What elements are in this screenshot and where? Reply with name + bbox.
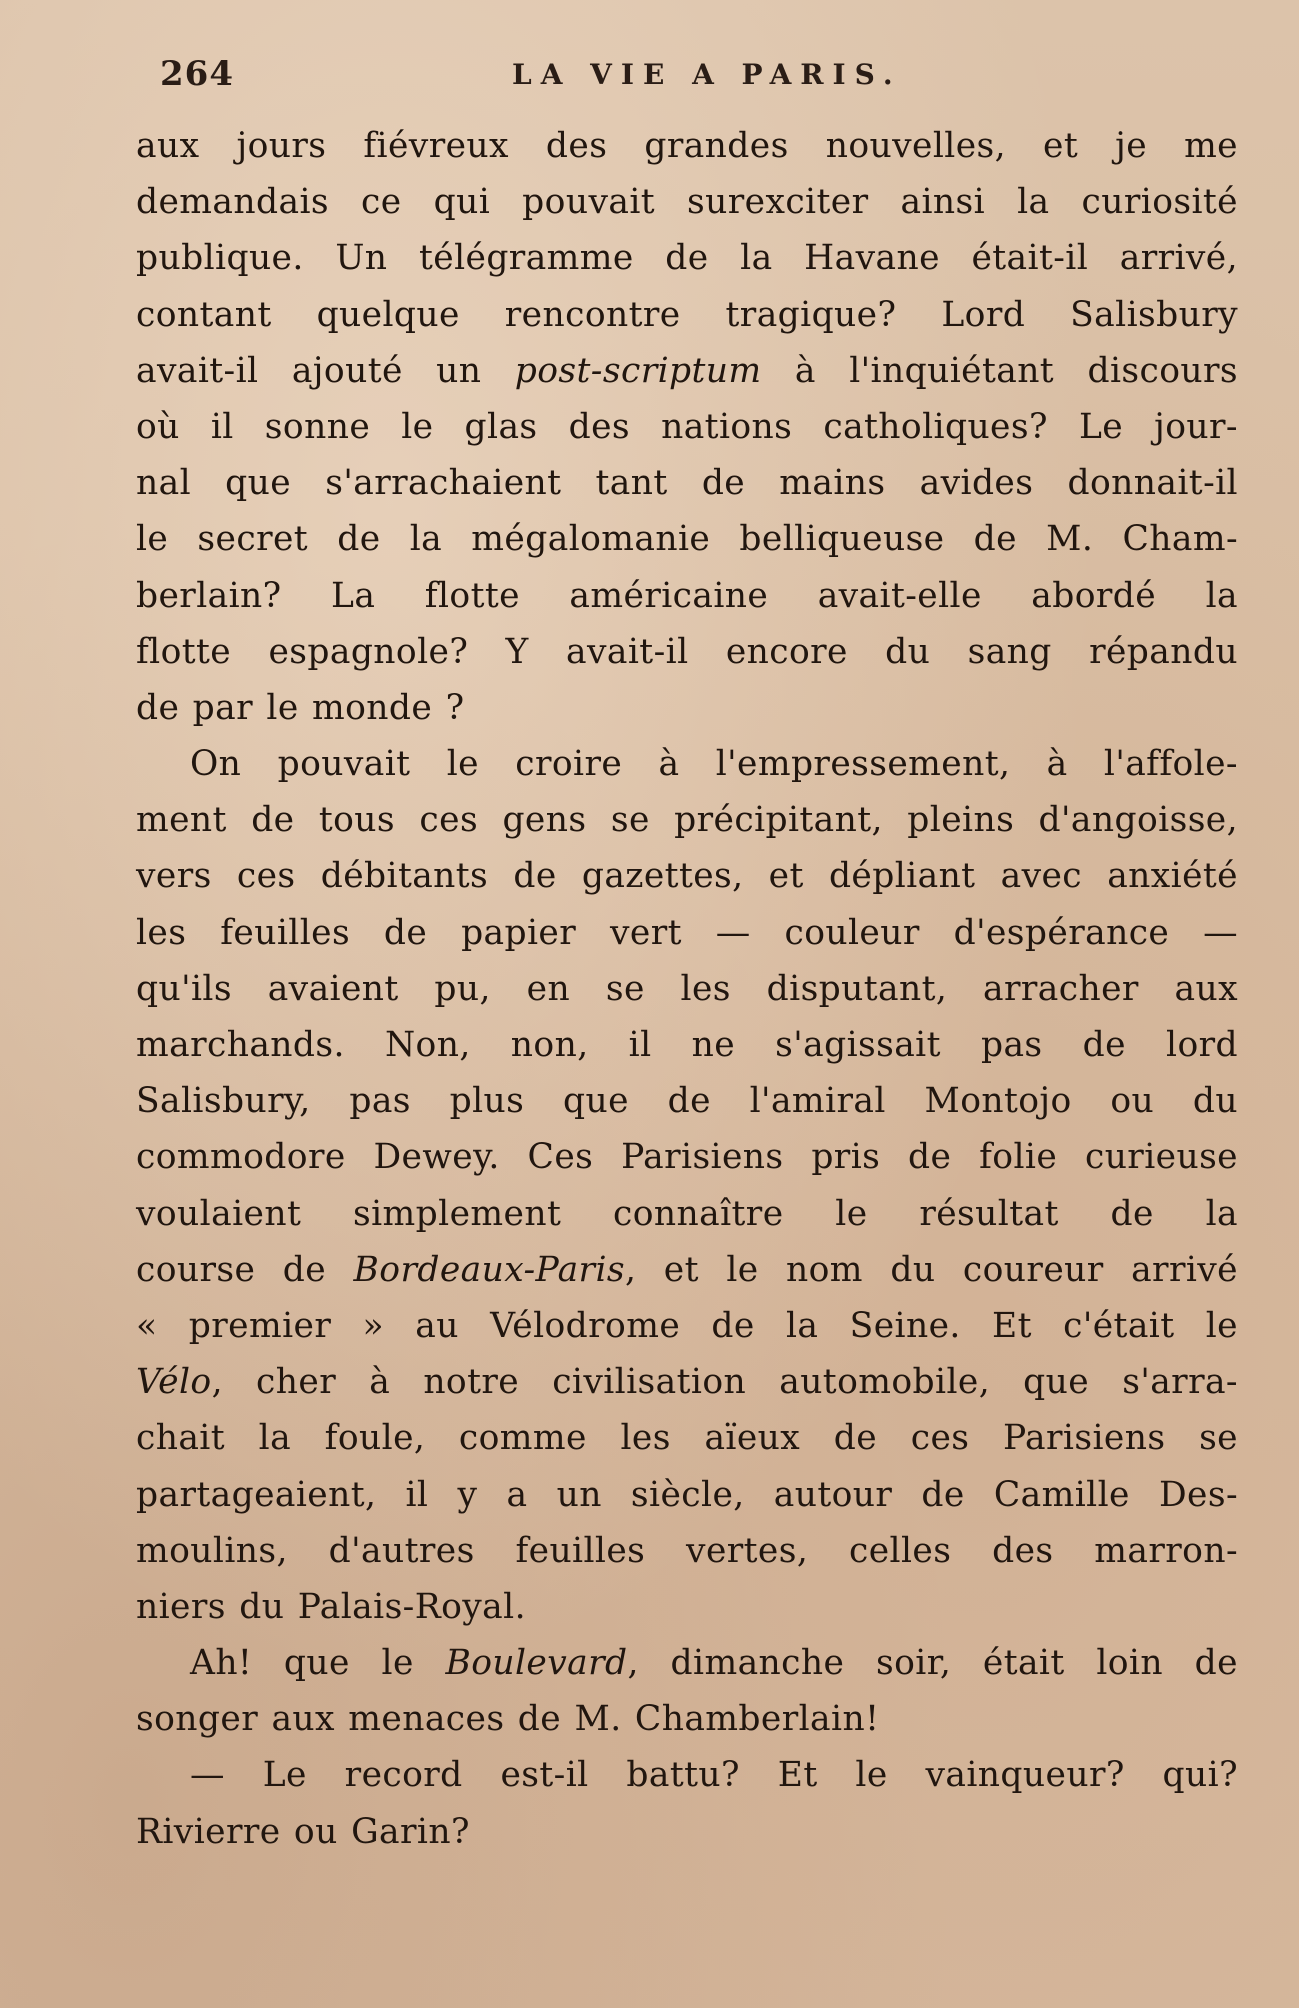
text-segment: Rivierre ou Garin?: [136, 1811, 470, 1852]
text-segment: publique. Un télégramme de la Havane était-il arrivé,: [136, 238, 1238, 279]
text-segment: de par le monde ?: [136, 687, 465, 728]
text-line: [136, 1129, 1238, 1185]
text-segment: contant quelque rencontre tragique? Lord Salisbury: [136, 294, 1238, 335]
text-line: [136, 1410, 1238, 1466]
paragraph: [136, 1747, 1238, 1859]
text-line: [136, 736, 1238, 792]
text-segment: commodore Dewey. Ces Parisiens pris de folie curieuse: [136, 1137, 1238, 1178]
italic-text: post-scriptum: [514, 350, 762, 391]
text-line: [136, 961, 1238, 1017]
text-line: [136, 287, 1238, 343]
text-segment: le secret de la mégalomanie belliqueuse de M. Cham-: [136, 519, 1238, 560]
text-segment: berlain? La flotte américaine avait-elle abordé la: [136, 575, 1238, 616]
italic-text: Bordeaux-Paris: [353, 1249, 625, 1290]
text-line: [136, 118, 1238, 174]
text-segment: moulins, d'autres feuilles vertes, celles des marron-: [136, 1530, 1238, 1571]
text-segment: vers ces débitants de gazettes, et dépliant avec anxiété: [136, 856, 1238, 897]
text-segment: — Le record est-il battu? Et le vainqueur? qui?: [190, 1755, 1238, 1796]
text-line: [136, 568, 1238, 624]
text-line: [136, 905, 1238, 961]
text-segment: demandais ce qui pouvait surexciter ainsi la curiosité: [136, 182, 1238, 223]
text-segment: aux jours fiévreux des grandes nouvelles, et je me: [136, 126, 1238, 166]
text-segment: ment de tous ces gens se précipitant, pleins d'angoisse,: [136, 800, 1238, 841]
text-line: [136, 1691, 1238, 1747]
text-segment: partageaient, il y a un siècle, autour de Camille Des-: [136, 1474, 1238, 1515]
paragraph: [136, 736, 1238, 1635]
text-segment: Salisbury, pas plus que de l'amiral Montojo ou du: [136, 1081, 1238, 1122]
italic-text: Vélo: [136, 1362, 212, 1403]
text-line: [136, 1467, 1238, 1523]
text-line: [136, 511, 1238, 567]
text-line: [136, 1804, 1238, 1860]
text-line: [136, 1354, 1238, 1410]
text-segment: Ah! que le: [190, 1643, 446, 1684]
text-line: [136, 1747, 1238, 1803]
text-segment: , et le nom du coureur arrivé: [625, 1249, 1238, 1290]
text-line: [136, 1635, 1238, 1691]
running-head: LA VIE A PARIS.: [512, 58, 902, 91]
text-line: [136, 1298, 1238, 1354]
page-number: 264: [160, 54, 234, 94]
text-line: [136, 1579, 1238, 1635]
text-segment: , dimanche soir, était loin de: [627, 1643, 1238, 1684]
text-segment: niers du Palais-Royal.: [136, 1586, 526, 1627]
text-line: [136, 848, 1238, 904]
text-segment: chait la foule, comme les aïeux de ces Parisiens se: [136, 1418, 1238, 1459]
text-line: [136, 174, 1238, 230]
text-segment: où il sonne le glas des nations catholiques? Le jour-: [136, 406, 1238, 447]
text-segment: à l'inquiétant discours: [761, 350, 1238, 391]
text-segment: songer aux menaces de M. Chamberlain!: [136, 1699, 880, 1740]
page-header: [160, 48, 1240, 108]
text-segment: course de: [136, 1249, 354, 1290]
text-segment: nal que s'arrachaient tant de mains avides donnait-il: [136, 463, 1238, 504]
text-line: [136, 230, 1238, 286]
text-line: [136, 1073, 1238, 1129]
text-segment: voulaient simplement connaître le résultat de la: [136, 1193, 1238, 1234]
text-segment: qu'ils avaient pu, en se les disputant, arracher aux: [136, 968, 1238, 1009]
text-line: [136, 399, 1238, 455]
text-line: [136, 1523, 1238, 1579]
italic-text: Boulevard: [445, 1643, 628, 1684]
text-line: [136, 1186, 1238, 1242]
text-segment: avait-il ajouté un: [136, 350, 515, 391]
text-segment: , cher à notre civilisation automobile, que s'arra-: [211, 1362, 1238, 1403]
text-line: [136, 343, 1238, 399]
text-segment: les feuilles de papier vert — couleur d'espérance —: [136, 912, 1238, 953]
text-line: [136, 455, 1238, 511]
text-line: [136, 1242, 1238, 1298]
text-line: [136, 792, 1238, 848]
text-line: [136, 624, 1238, 680]
text-segment: marchands. Non, non, il ne s'agissait pas de lord: [136, 1025, 1238, 1065]
text-segment: On pouvait le croire à l'empressement, à l'affole-: [190, 744, 1238, 785]
text-line: [136, 1017, 1238, 1073]
text-segment: flotte espagnole? Y avait-il encore du sang répandu: [136, 631, 1238, 672]
text-segment: « premier » au Vélodrome de la Seine. Et c'était le: [136, 1305, 1238, 1346]
text-line: [136, 680, 1238, 736]
body-text: [136, 118, 1238, 1860]
paragraph: [136, 118, 1238, 736]
paragraph: [136, 1635, 1238, 1747]
